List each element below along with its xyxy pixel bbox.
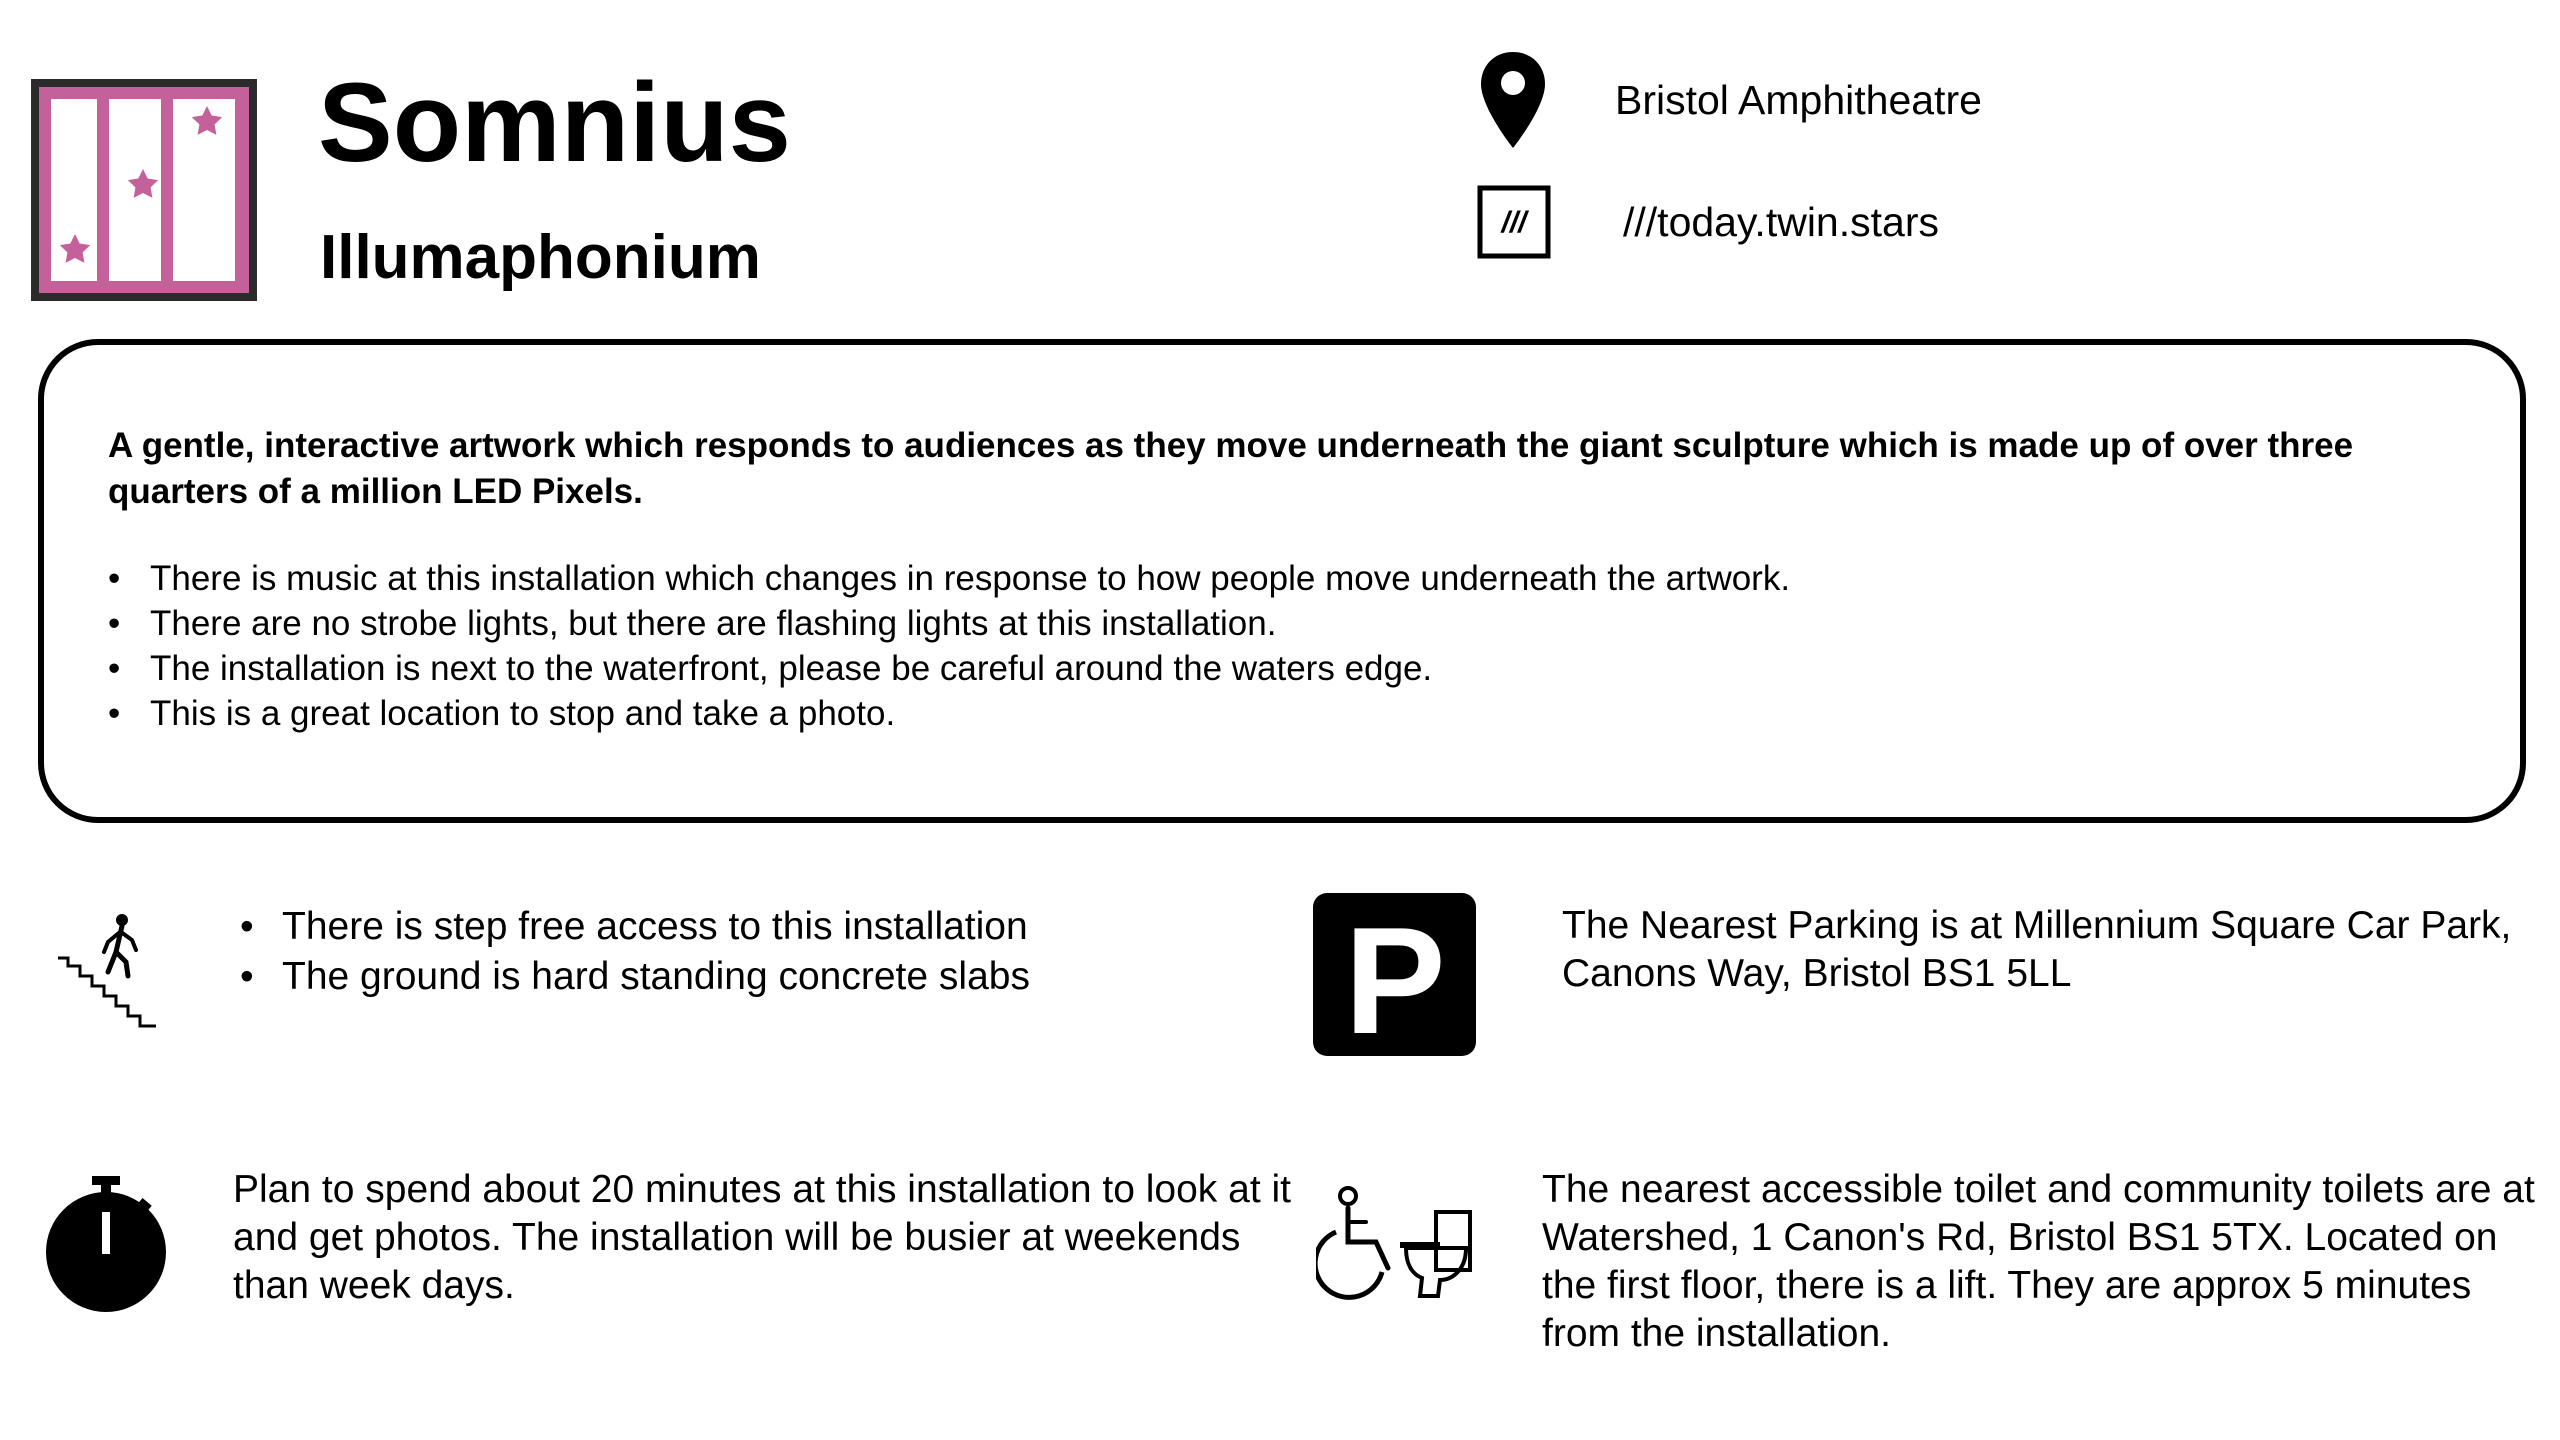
list-item: • This is a great location to stop and take a photo.	[108, 691, 2488, 736]
venue-name: Bristol Amphitheatre	[1615, 77, 1982, 123]
accessible-toilet-icon	[1316, 1186, 1476, 1302]
toilet-info: The nearest accessible toilet and community toilets are at Watershed, 1 Canon's Rd, Bristol BS1 5TX. Located on the first floor, there is a lift. They are approx 5 minutes from the installation.	[1542, 1168, 2535, 1355]
somnius-logo	[28, 76, 260, 304]
description-points	[108, 556, 2488, 736]
what3words-icon-label: ///	[1501, 206, 1527, 239]
page-title: Somnius	[318, 60, 791, 185]
list-item: • There is step free access to this installation	[240, 902, 1140, 952]
installation-name: Illumaphonium	[320, 223, 761, 292]
description-intro: A gentle, interactive artwork which responds to audiences as they move underneath the giant sculpture which is made up of over three quarters of a million LED Pixels.	[108, 426, 2354, 511]
access-points	[240, 902, 1140, 1002]
stairs-icon	[56, 914, 162, 1036]
what3words-icon	[1477, 185, 1551, 259]
list-item: • The ground is hard standing concrete slabs	[240, 952, 1140, 1002]
stopwatch-icon	[44, 1176, 169, 1314]
parking-info: The Nearest Parking is at Millennium Square Car Park, Canons Way, Bristol BS1 5LL	[1562, 904, 2512, 995]
parking-icon	[1313, 893, 1476, 1056]
list-item: • The installation is next to the waterfront, please be careful around the waters edge.	[108, 646, 2488, 691]
what3words-address: ///today.twin.stars	[1623, 199, 1939, 245]
location-pin-icon	[1478, 50, 1548, 150]
parking-icon-label: P	[1344, 896, 1446, 1056]
list-item: • There are no strobe lights, but there are flashing lights at this installation.	[108, 601, 2488, 646]
visit-duration-info: Plan to spend about 20 minutes at this installation to look at it and get photos. The installation will be busier at weekends than week days.	[233, 1168, 1291, 1307]
list-item: • There is music at this installation which changes in response to how people move underneath the artwork.	[108, 556, 2488, 601]
